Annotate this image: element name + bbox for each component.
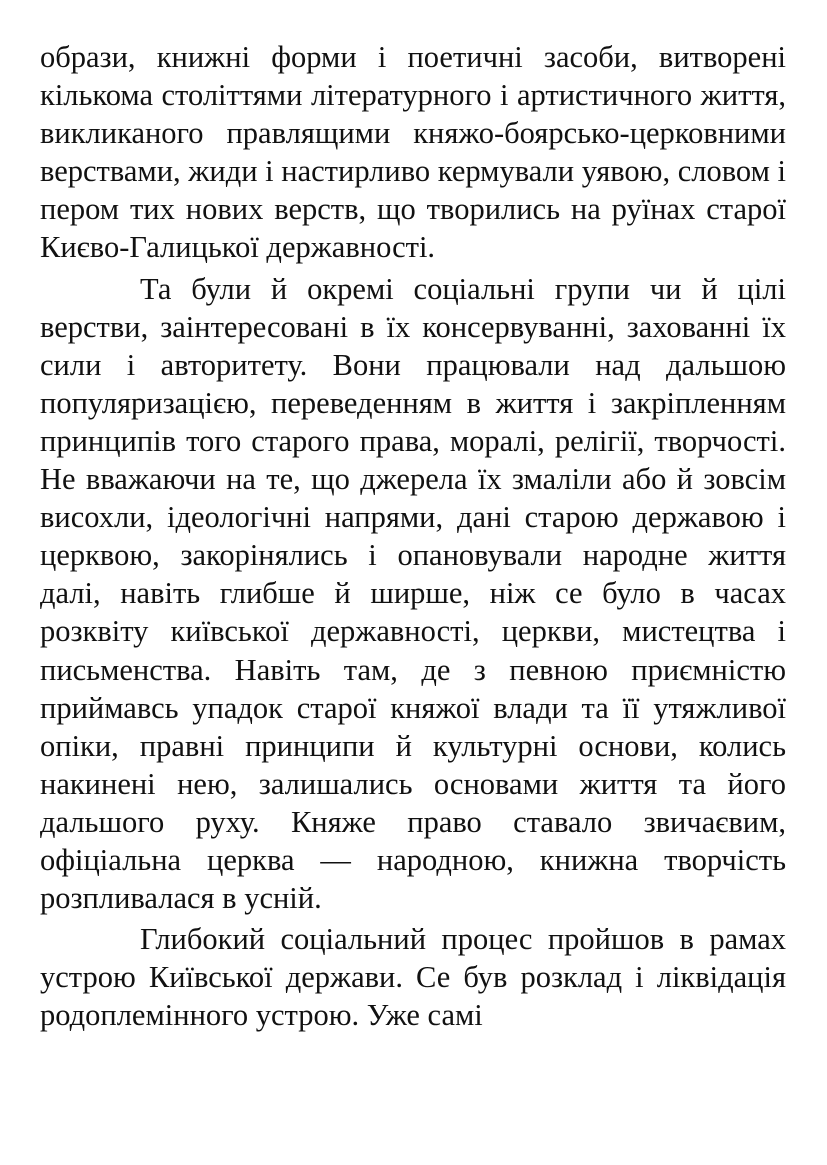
document-page	[40, 38, 786, 1034]
paragraph-1: образи, книжні форми і поетичні засоби, витворені кількома століттями літературного і артистичного життя, викликаного правлящими княжо-боярсько-церковними верствами, жиди і настирливо кермували уявою, словом і пером тих нових верств, що творились на руїнах старої Києво-Галицької державності.	[40, 40, 786, 265]
paragraph-3: Глибокий соціальний процес пройшов в рамах устрою Київської держави. Се був розклад і ліквідація родоплемінного устрою. Уже самі	[40, 922, 786, 1033]
paragraph-2: Та були й окремі соціальні групи чи й цілі верстви, заінтересовані в їх консервуванні, захованні їх сили і авторитету. Вони працювали над дальшою популяризацією, переведенням в життя і закріпленням принципів того старого права, моралі, релігії, творчості. Не вважаючи на те, що джерела їх змаліли або й зовсім висохли, ідеологічні напрями, дані старою державою і церквою, закорінялись і опановували народне життя далі, навіть глибше й ширше, ніж се було в часах розквіту київської державності, церкви, мистецтва і письменства. Навіть там, де з певною приємністю приймавсь упадок старої княжої влади та її утяжливої опіки, правні принципи й культурні основи, колись накинені нею, залишались основами життя та його дальшого руху. Княже право ставало звичаєвим, офіціальна церква — народною, книжна творчість розпливалася в усній.	[40, 271, 786, 916]
